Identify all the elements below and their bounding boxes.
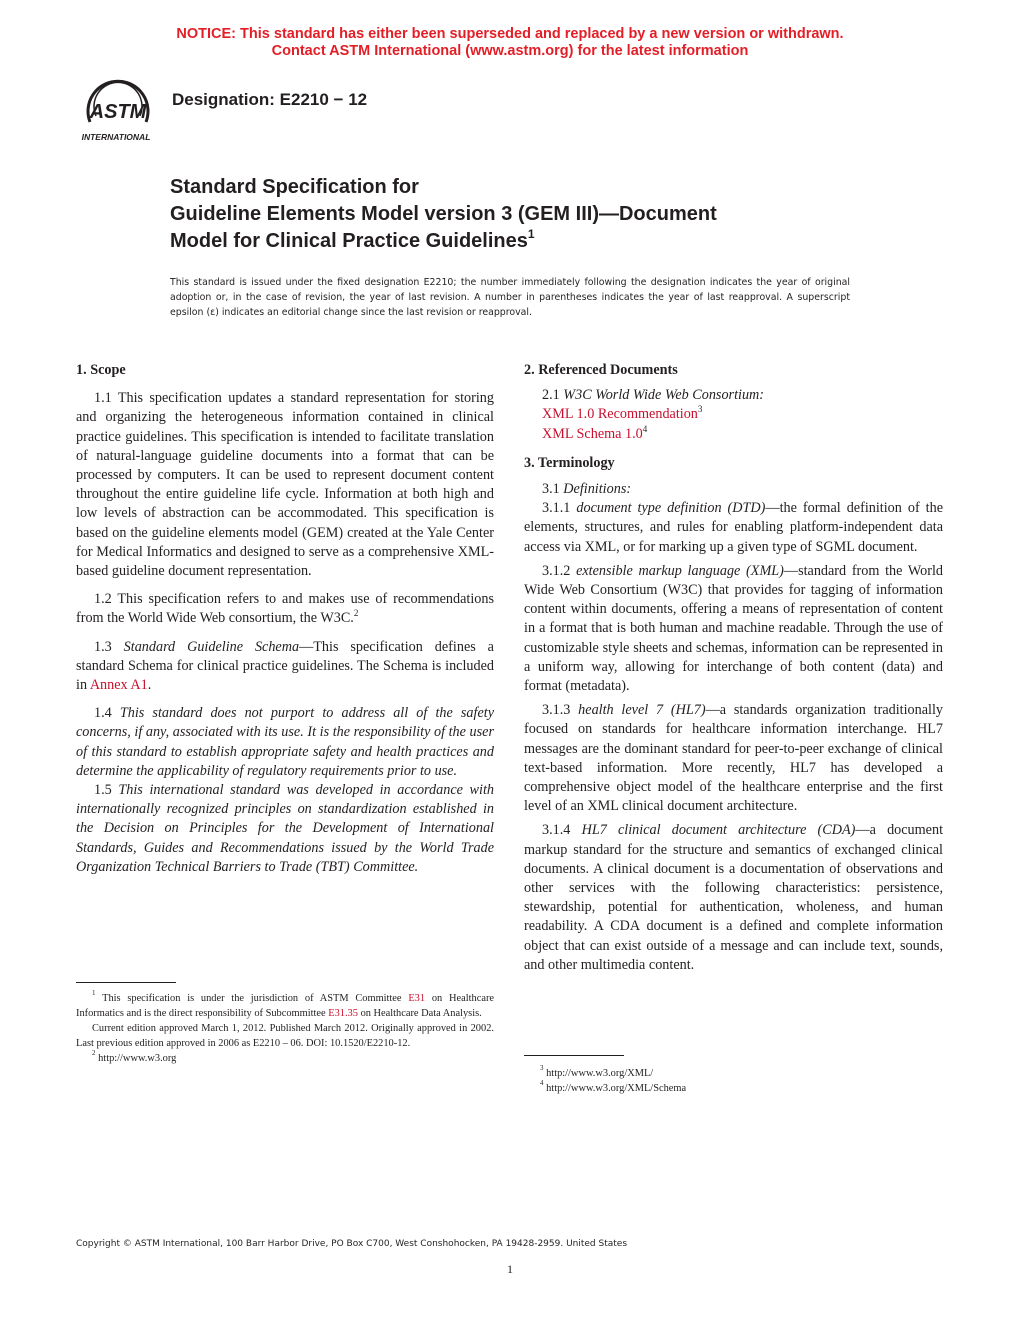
referenced-2-1: 2.1 W3C World Wide Web Consortium:	[542, 387, 765, 404]
footnote-4: $^4$ http://www.w3.org/XML/Schema	[540, 1079, 687, 1094]
footnote-rule-left	[76, 982, 176, 983]
scope-heading: 1. Scope	[76, 362, 126, 378]
term-3-1-4: 3.1.4 HL7 clinical document architecture (CDA)—a document markup standard for the structure and semantics of exchanged clinical documents. A clinical document is a documentation of observations and other services with the following characteristics: persistence, stewardship, potential for authentication, wholeness, and human readability. A CDA document is a defined and complete information object that can exist outside of a message and can include text, sounds, and other multimedia content.	[524, 822, 944, 973]
title-line-3: Model for Clinical Practice Guidelines	[170, 230, 528, 252]
logo-sub: INTERNATIONAL	[81, 132, 151, 142]
footnotes-left	[76, 991, 494, 1066]
page-number: 1	[507, 1262, 513, 1276]
term-3-1-1: 3.1.1 document type definition (DTD)—the formal definition of the elements, structures, and rules for enabling platform-independent data access via XML, or for marking up a given type of SGML document.	[524, 500, 944, 555]
footnote-3: $^3$ http://www.w3.org/XML/	[540, 1064, 654, 1079]
right-column	[524, 361, 943, 975]
copyright: Copyright © ASTM International, 100 Barr Harbor Drive, PO Box C700, West Conshohocken, PA 19428-2959. United States	[76, 1239, 628, 1249]
notice-line-2: Contact ASTM International (www.astm.org) for the latest information	[271, 43, 749, 59]
footnotes-right	[524, 1066, 943, 1096]
terminology-heading: 3. Terminology	[524, 454, 615, 471]
footnote-rule-right	[524, 1055, 624, 1056]
terminology-3-1: 3.1 Definitions:	[542, 481, 632, 498]
designation: Designation: E2210 − 12	[172, 90, 368, 109]
term-3-1-2: 3.1.2 extensible markup language (XML)—standard from the World Wide Web Consortium (W3C) that provides for tagging of information content within documents, offering a means of representation of content in a format that is both human and machine readable. Through the use of customizable style sheets and schemas, information can be represented in a uniform way, allowing for interchange of both content (data) and format (metadata).	[524, 562, 943, 695]
footnote-1-edition: Current edition approved March 1, 2012. Published March 2012. Originally approved in 2002. Last previous edition approved in 2006 as E2210 – 06. DOI: 10.1520/E2210-12.	[76, 1023, 494, 1049]
document-title	[170, 174, 870, 255]
scope-1-4: 1.4 This standard does not purport to address all of the safety concerns, if any, associated with its use. It is the responsibility of the user of this standard to establish appropriate safety and health practices and determine the applicability of regulatory requirements prior to use.	[76, 705, 494, 779]
term-3-1-3: 3.1.3 health level 7 (HL7)—a standards organization traditionally focused on standards for healthcare information interchange. HL7 messages are the dominant standard for peer-to-peer exchange of clinical text-based information. More recently, HL7 has developed a comprehensive object model of the healthcare enterprise and the first level of an XML clinical document architecture.	[524, 702, 943, 815]
footnote-2: $^2$ http://www.w3.org	[92, 1049, 177, 1064]
title-line-1: Standard Specification for	[170, 176, 419, 198]
astm-logo-icon	[72, 72, 164, 144]
title-line-2: Guideline Elements Model version 3 (GEM III)—Document	[170, 203, 717, 225]
title-footnote-mark: 1	[527, 227, 535, 241]
e31-link[interactable]: E31	[408, 993, 426, 1004]
xml-recommendation-link[interactable]: XML 1.0 Recommendation	[542, 406, 698, 423]
xml-recommendation-row: XML 1.0 Recommendation$^3$	[542, 404, 703, 423]
referenced-heading: 2. Referenced Documents	[524, 362, 678, 378]
withdrawal-notice	[0, 26, 1020, 60]
scope-1-1: 1.1 This specification updates a standard representation for storing and organizing the heterogeneous information contained in clinical practice guidelines. This specification is intended to facilitate translation of natural-language guideline documents into a format that can be processed by computers. It can be used to represent document content throughout the entire guideline life cycle. Information at both high and low levels of abstraction can be accommodated. This specification is based on the guideline elements model (GEM) created at the Yale Center for Medical Informatics and designed to serve as a comprehensive XML-based guideline document representation.	[76, 390, 494, 580]
scope-1-3: 1.3 Standard Guideline Schema—This specification defines a standard Schema for clinical practice guidelines. The Schema is included in Annex A1.	[76, 638, 494, 694]
scope-1-2: 1.2 This specification refers to and makes use of recommendations from the World Wide Web consortium, the W3C.$^2$	[76, 591, 494, 627]
xml-schema-link[interactable]: XML Schema 1.0	[542, 425, 643, 442]
issued-statement: This standard is issued under the fixed designation E2210; the number immediately following the designation indicates the year of original adoption or, in the case of revision, the year of last revision. A number in parentheses indicates the year of last reapproval. A superscript epsilon (ε) indicates an editorial change since the last revision or reapproval.	[170, 277, 850, 318]
e31-35-link[interactable]: E31.35	[328, 1008, 358, 1019]
annex-a1-link[interactable]: Annex A1	[89, 677, 148, 694]
xml-schema-row: XML Schema $1.0^4$	[542, 423, 648, 442]
scope-1-5: 1.5 This international standard was developed in accordance with internationally recognized principles on standardization established in the Decision on Principles for the Development of International Standards, Guides and Recommendations issued by the World Trade Organization Technical Barriers to Trade (TBT) Committee.	[76, 782, 494, 875]
logo-mark: ASTM	[89, 101, 147, 123]
left-column	[76, 361, 494, 877]
footnote-1: $^1$ This specification is under the jurisdiction of ASTM Committee E31 on Healthcare Informatics and is the direct responsibility of Subcommittee E31.35 on Healthcare Data Analysis.	[76, 989, 495, 1019]
notice-line-1: NOTICE: This standard has either been superseded and replaced by a new version or withdrawn.	[176, 26, 844, 42]
